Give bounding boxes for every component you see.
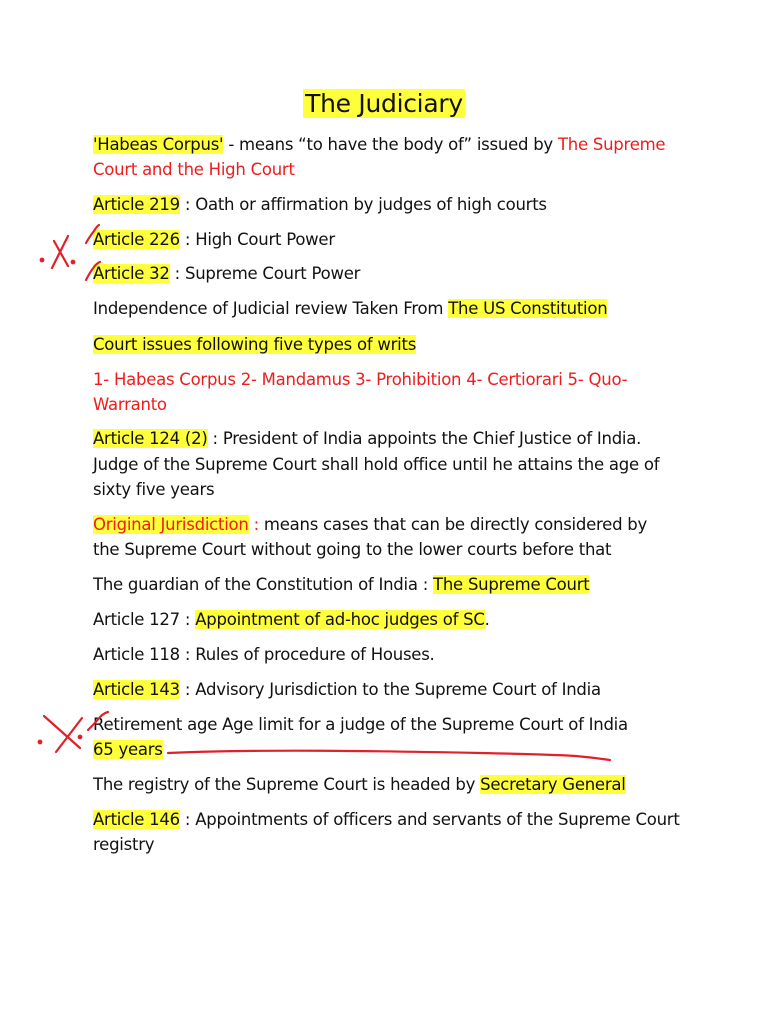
article-143-label: Article 143 xyxy=(93,680,180,699)
tick-mark-article-226 xyxy=(86,225,99,243)
article-127-end: . xyxy=(484,610,490,629)
judicial-review-source: The US Constitution xyxy=(448,299,608,318)
article-143-text: : Advisory Jurisdiction to the Supreme Court of India xyxy=(179,680,601,699)
article-124-label: Article 124 (2) xyxy=(93,429,208,448)
article-118-line: Article 118 : Rules of procedure of Houses. xyxy=(93,645,435,664)
article-146-line-2: registry xyxy=(93,835,155,854)
article-127-text: Appointment of ad-hoc judges of SC xyxy=(195,610,485,629)
article-124-text: : President of India appoints the Chief Justice of India. xyxy=(207,429,642,448)
registry-answer: Secretary General xyxy=(480,775,626,794)
habeas-issuer-1: The Supreme xyxy=(557,135,666,154)
article-226-text: : High Court Power xyxy=(179,230,335,249)
habeas-definition: - means “to have the body of” issued by xyxy=(223,135,558,154)
tick-mark-retirement xyxy=(88,712,108,730)
article-226-label: Article 226 xyxy=(93,230,180,249)
underline-65-years xyxy=(168,751,610,760)
writs-list-line-1: 1- Habeas Corpus 2- Mandamus 3- Prohibition 4- Certiorari 5- Quo- xyxy=(93,370,628,389)
writs-list-line-2: Warranto xyxy=(93,395,167,414)
guardian-answer: The Supreme Court xyxy=(433,575,590,594)
habeas-issuer-2: Court and the High Court xyxy=(93,160,295,179)
cross-mark-1-dot-a xyxy=(41,259,44,262)
retirement-line: Retirement age Age limit for a judge of the Supreme Court of India xyxy=(93,715,628,734)
tick-mark-article-32 xyxy=(86,262,100,280)
cross-mark-2-dot-b xyxy=(79,736,82,739)
article-32-label: Article 32 xyxy=(93,264,170,283)
original-jurisdiction-text: means cases that can be directly considered by xyxy=(263,515,648,534)
judicial-review-text: Independence of Judicial review Taken From xyxy=(93,299,449,318)
original-jurisdiction-sep: : xyxy=(248,515,264,534)
article-124-line-3: sixty five years xyxy=(93,480,215,499)
article-146-label: Article 146 xyxy=(93,810,180,829)
article-124-line-2: Judge of the Supreme Court shall hold office until he attains the age of xyxy=(93,455,660,474)
article-146-text: : Appointments of officers and servants of the Supreme Court xyxy=(179,810,680,829)
article-219-label: Article 219 xyxy=(93,195,180,214)
article-219-text: : Oath or affirmation by judges of high courts xyxy=(179,195,547,214)
registry-text: The registry of the Supreme Court is headed by xyxy=(93,775,481,794)
article-32-text: : Supreme Court Power xyxy=(169,264,361,283)
cross-mark-2-dot-a xyxy=(39,741,42,744)
original-jurisdiction-line-2: the Supreme Court without going to the lower courts before that xyxy=(93,540,612,559)
article-127-label: Article 127 : xyxy=(93,610,196,629)
guardian-text: The guardian of the Constitution of India : xyxy=(93,575,434,594)
writs-heading: Court issues following five types of writs xyxy=(93,335,417,354)
cross-mark-1-dot-b xyxy=(72,261,75,264)
original-jurisdiction-term: Original Jurisdiction xyxy=(93,515,249,534)
habeas-term: 'Habeas Corpus' xyxy=(93,135,224,154)
retirement-answer: 65 years xyxy=(93,740,163,759)
page-title-text: The Judiciary xyxy=(305,89,463,118)
